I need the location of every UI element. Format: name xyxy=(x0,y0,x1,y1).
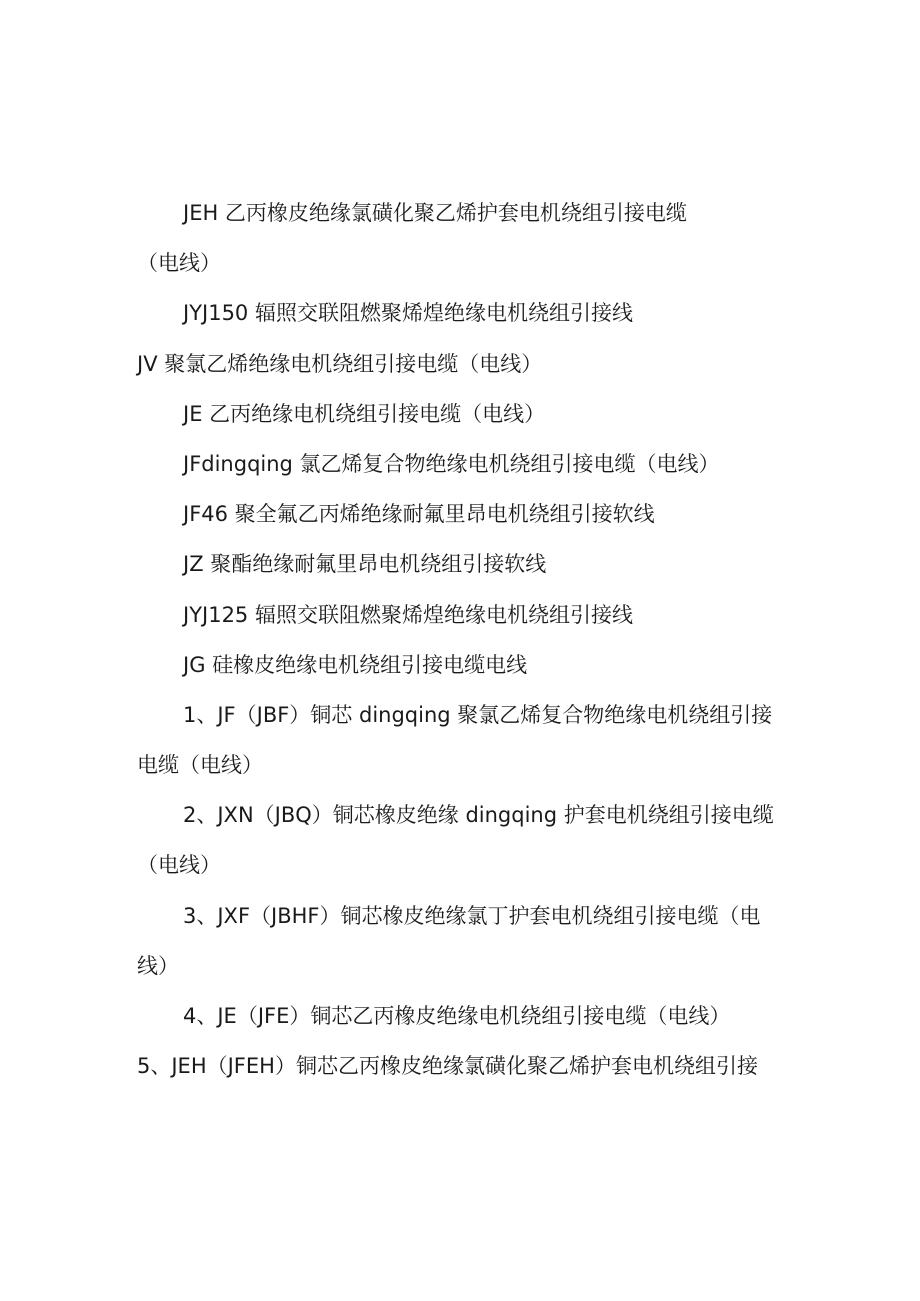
list-item-line: 电缆（电线） xyxy=(137,753,263,778)
list-item-line: 5、JEH（JFEH）铜芯乙丙橡皮绝缘氯磺化聚乙烯护套电机绕组引接 xyxy=(137,1054,758,1079)
paragraph-line: JF46 聚全氟乙丙烯绝缘耐氟里昂电机绕组引接软线 xyxy=(183,502,655,527)
list-item-line: 3、JXF（JBHF）铜芯橡皮绝缘氯丁护套电机绕组引接电缆（电 xyxy=(183,903,761,928)
list-item-line: （电线） xyxy=(137,853,221,878)
paragraph-line: JV 聚氯乙烯绝缘电机绕组引接电缆（电线） xyxy=(137,351,543,376)
paragraph-line: JYJ125 辐照交联阻燃聚烯煌绝缘电机绕组引接线 xyxy=(183,602,633,627)
paragraph-line: JZ 聚酯绝缘耐氟里昂电机绕组引接软线 xyxy=(183,552,547,577)
list-item-line: 线） xyxy=(137,953,179,978)
paragraph-line: （电线） xyxy=(137,251,221,276)
list-item-line: 1、JF（JBF）铜芯 dingqing 聚氯乙烯复合物绝缘电机绕组引接 xyxy=(183,702,773,727)
list-item-line: 4、JE（JFE）铜芯乙丙橡皮绝缘电机绕组引接电缆（电线） xyxy=(183,1004,731,1028)
paragraph-line: JFdingqing 氯乙烯复合物绝缘电机绕组引接电缆（电线） xyxy=(183,451,720,476)
document-body xyxy=(137,188,789,1091)
list-item-line: 2、JXN（JBQ）铜芯橡皮绝缘 dingqing 护套电机绕组引接电缆 xyxy=(183,803,774,828)
paragraph-line: JG 硅橡皮绝缘电机绕组引接电缆电线 xyxy=(183,652,528,677)
paragraph-line: JEH 乙丙橡皮绝缘氯磺化聚乙烯护套电机绕组引接电缆 xyxy=(183,201,687,225)
paragraph-line: JE 乙丙绝缘电机绕组引接电缆（电线） xyxy=(183,401,546,426)
paragraph-line: JYJ150 辐照交联阻燃聚烯煌绝缘电机绕组引接线 xyxy=(183,301,633,326)
